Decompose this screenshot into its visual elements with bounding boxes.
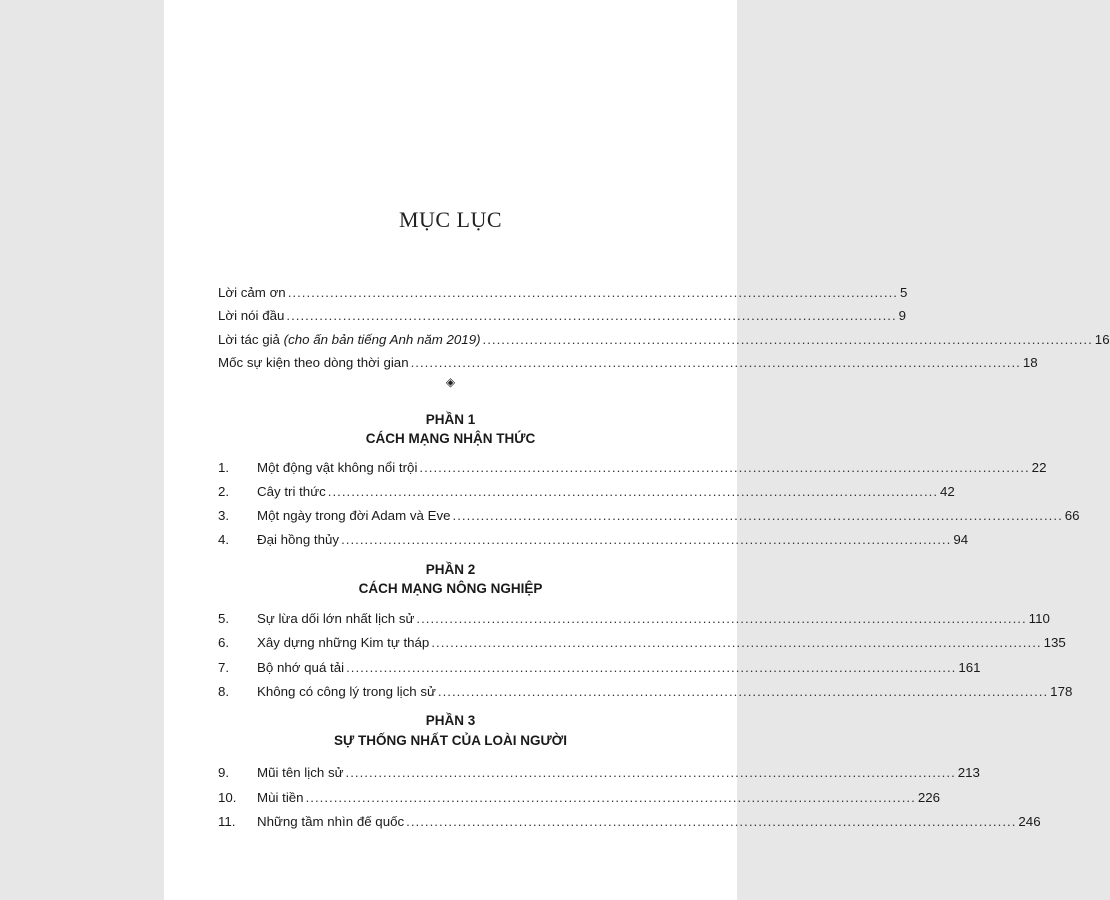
leader-dots: ..................................................................................................................................: [431, 635, 1042, 650]
toc-chapter[interactable]: [218, 680, 1073, 704]
part-label: PHẦN 1: [425, 412, 476, 427]
chapter-page: 246: [1018, 814, 1041, 829]
chapter-title: Xây dựng những Kim tự tháp: [257, 635, 430, 650]
chapter-title: Sự lừa dối lớn nhất lịch sử: [257, 611, 415, 626]
leader-dots: ..................................................................................................................................: [345, 765, 956, 780]
leader-dots: ..................................................................................................................................: [419, 460, 1030, 475]
toc-chapter[interactable]: [218, 480, 955, 504]
chapter-page: 110: [1028, 611, 1050, 626]
leader-dots: ..................................................................................................................................: [287, 285, 898, 300]
chapter-number: 10.: [218, 790, 237, 805]
chapter-page: 213: [957, 765, 980, 780]
toc-chapter[interactable]: [218, 456, 1047, 480]
toc-entry-label-italic: (cho ấn bản tiếng Anh năm 2019): [283, 332, 481, 347]
chapter-page: 178: [1050, 684, 1073, 699]
leader-dots: ..................................................................................................................................: [346, 660, 957, 675]
chapter-page: 66: [1064, 508, 1080, 523]
toc-chapter[interactable]: [218, 786, 941, 810]
toc-entry-label: Lời cảm ơn: [218, 285, 286, 300]
chapter-number: 5.: [218, 611, 230, 626]
part-label: PHẦN 3: [425, 713, 476, 728]
part-title: CÁCH MẠNG NÔNG NGHIỆP: [358, 581, 543, 596]
leader-dots: ..................................................................................................................................: [406, 814, 1017, 829]
chapter-page: 135: [1043, 635, 1066, 650]
toc-entry-label: [218, 328, 481, 352]
page-title: MỤC LỤC: [398, 207, 503, 232]
leader-dots: ..................................................................................................................................: [452, 508, 1063, 523]
toc-entry-preface[interactable]: [218, 304, 907, 328]
chapter-page: 226: [917, 790, 941, 805]
toc-entry-label-text: Lời tác giả: [218, 332, 284, 347]
chapter-title: Mũi tên lịch sử: [257, 765, 344, 780]
part-label: PHẦN 2: [425, 562, 476, 577]
leader-dots: ..................................................................................................................................: [341, 532, 952, 547]
chapter-title: Một động vật không nổi trội: [257, 460, 418, 475]
leader-dots: ..................................................................................................................................: [327, 484, 939, 499]
chapter-number: 9.: [218, 765, 230, 780]
part-title: SỰ THỐNG NHẤT CỦA LOÀI NGƯỜI: [334, 733, 567, 748]
leader-dots: ..................................................................................................................................: [416, 611, 1027, 626]
chapter-number: 7.: [218, 660, 230, 675]
toc-chapter[interactable]: [218, 607, 1050, 631]
toc-chapter[interactable]: [218, 504, 1080, 528]
part-title: CÁCH MẠNG NHẬN THỨC: [365, 431, 536, 446]
chapter-title: Không có công lý trong lịch sử: [257, 684, 436, 699]
toc-entry-label: Lời nói đầu: [218, 308, 285, 323]
toc-entry-page: 5: [899, 285, 908, 300]
leader-dots: ..................................................................................................................................: [410, 355, 1021, 370]
chapter-number: 6.: [218, 635, 230, 650]
leader-dots: ..................................................................................................................................: [482, 332, 1093, 347]
toc-chapter[interactable]: [218, 631, 1066, 655]
chapter-title: Cây tri thức: [257, 484, 326, 499]
chapter-title: Những tầm nhìn đế quốc: [257, 814, 405, 829]
chapter-number: 8.: [218, 684, 230, 699]
chapter-number: 3.: [218, 508, 230, 523]
chapter-title: Mùi tiền: [257, 790, 304, 805]
toc-chapter[interactable]: [218, 761, 980, 785]
chapter-number: 4.: [218, 532, 230, 547]
book-page: [164, 0, 1110, 900]
toc-chapter[interactable]: [218, 656, 981, 680]
toc-entry-label: Mốc sự kiện theo dòng thời gian: [218, 355, 409, 370]
leader-dots: ..................................................................................................................................: [305, 790, 916, 805]
chapter-number: 2.: [218, 484, 230, 499]
toc-chapter[interactable]: [218, 810, 1041, 834]
toc-entry-page: 16: [1094, 332, 1110, 347]
toc-entry-acknowledgements[interactable]: [218, 281, 908, 305]
toc-chapter[interactable]: [218, 528, 969, 552]
leader-dots: ..................................................................................................................................: [437, 684, 1049, 699]
chapter-page: 42: [940, 484, 955, 499]
leader-dots: ..................................................................................................................................: [286, 308, 897, 323]
chapter-page: 94: [953, 532, 969, 547]
chapter-number: 11.: [218, 814, 236, 829]
chapter-title: Đại hồng thủy: [257, 532, 340, 547]
section-ornament-icon: ◈: [445, 375, 456, 389]
toc-entry-author-note[interactable]: [218, 328, 1110, 352]
toc-entry-page: 18: [1022, 355, 1038, 370]
chapter-page: 22: [1031, 460, 1047, 475]
toc-entry-timeline[interactable]: [218, 351, 1038, 375]
chapter-title: Bộ nhớ quá tải: [257, 660, 345, 675]
chapter-number: 1.: [218, 460, 230, 475]
toc-entry-page: 9: [898, 308, 907, 323]
chapter-page: 161: [958, 660, 981, 675]
chapter-title: Một ngày trong đời Adam và Eve: [257, 508, 451, 523]
